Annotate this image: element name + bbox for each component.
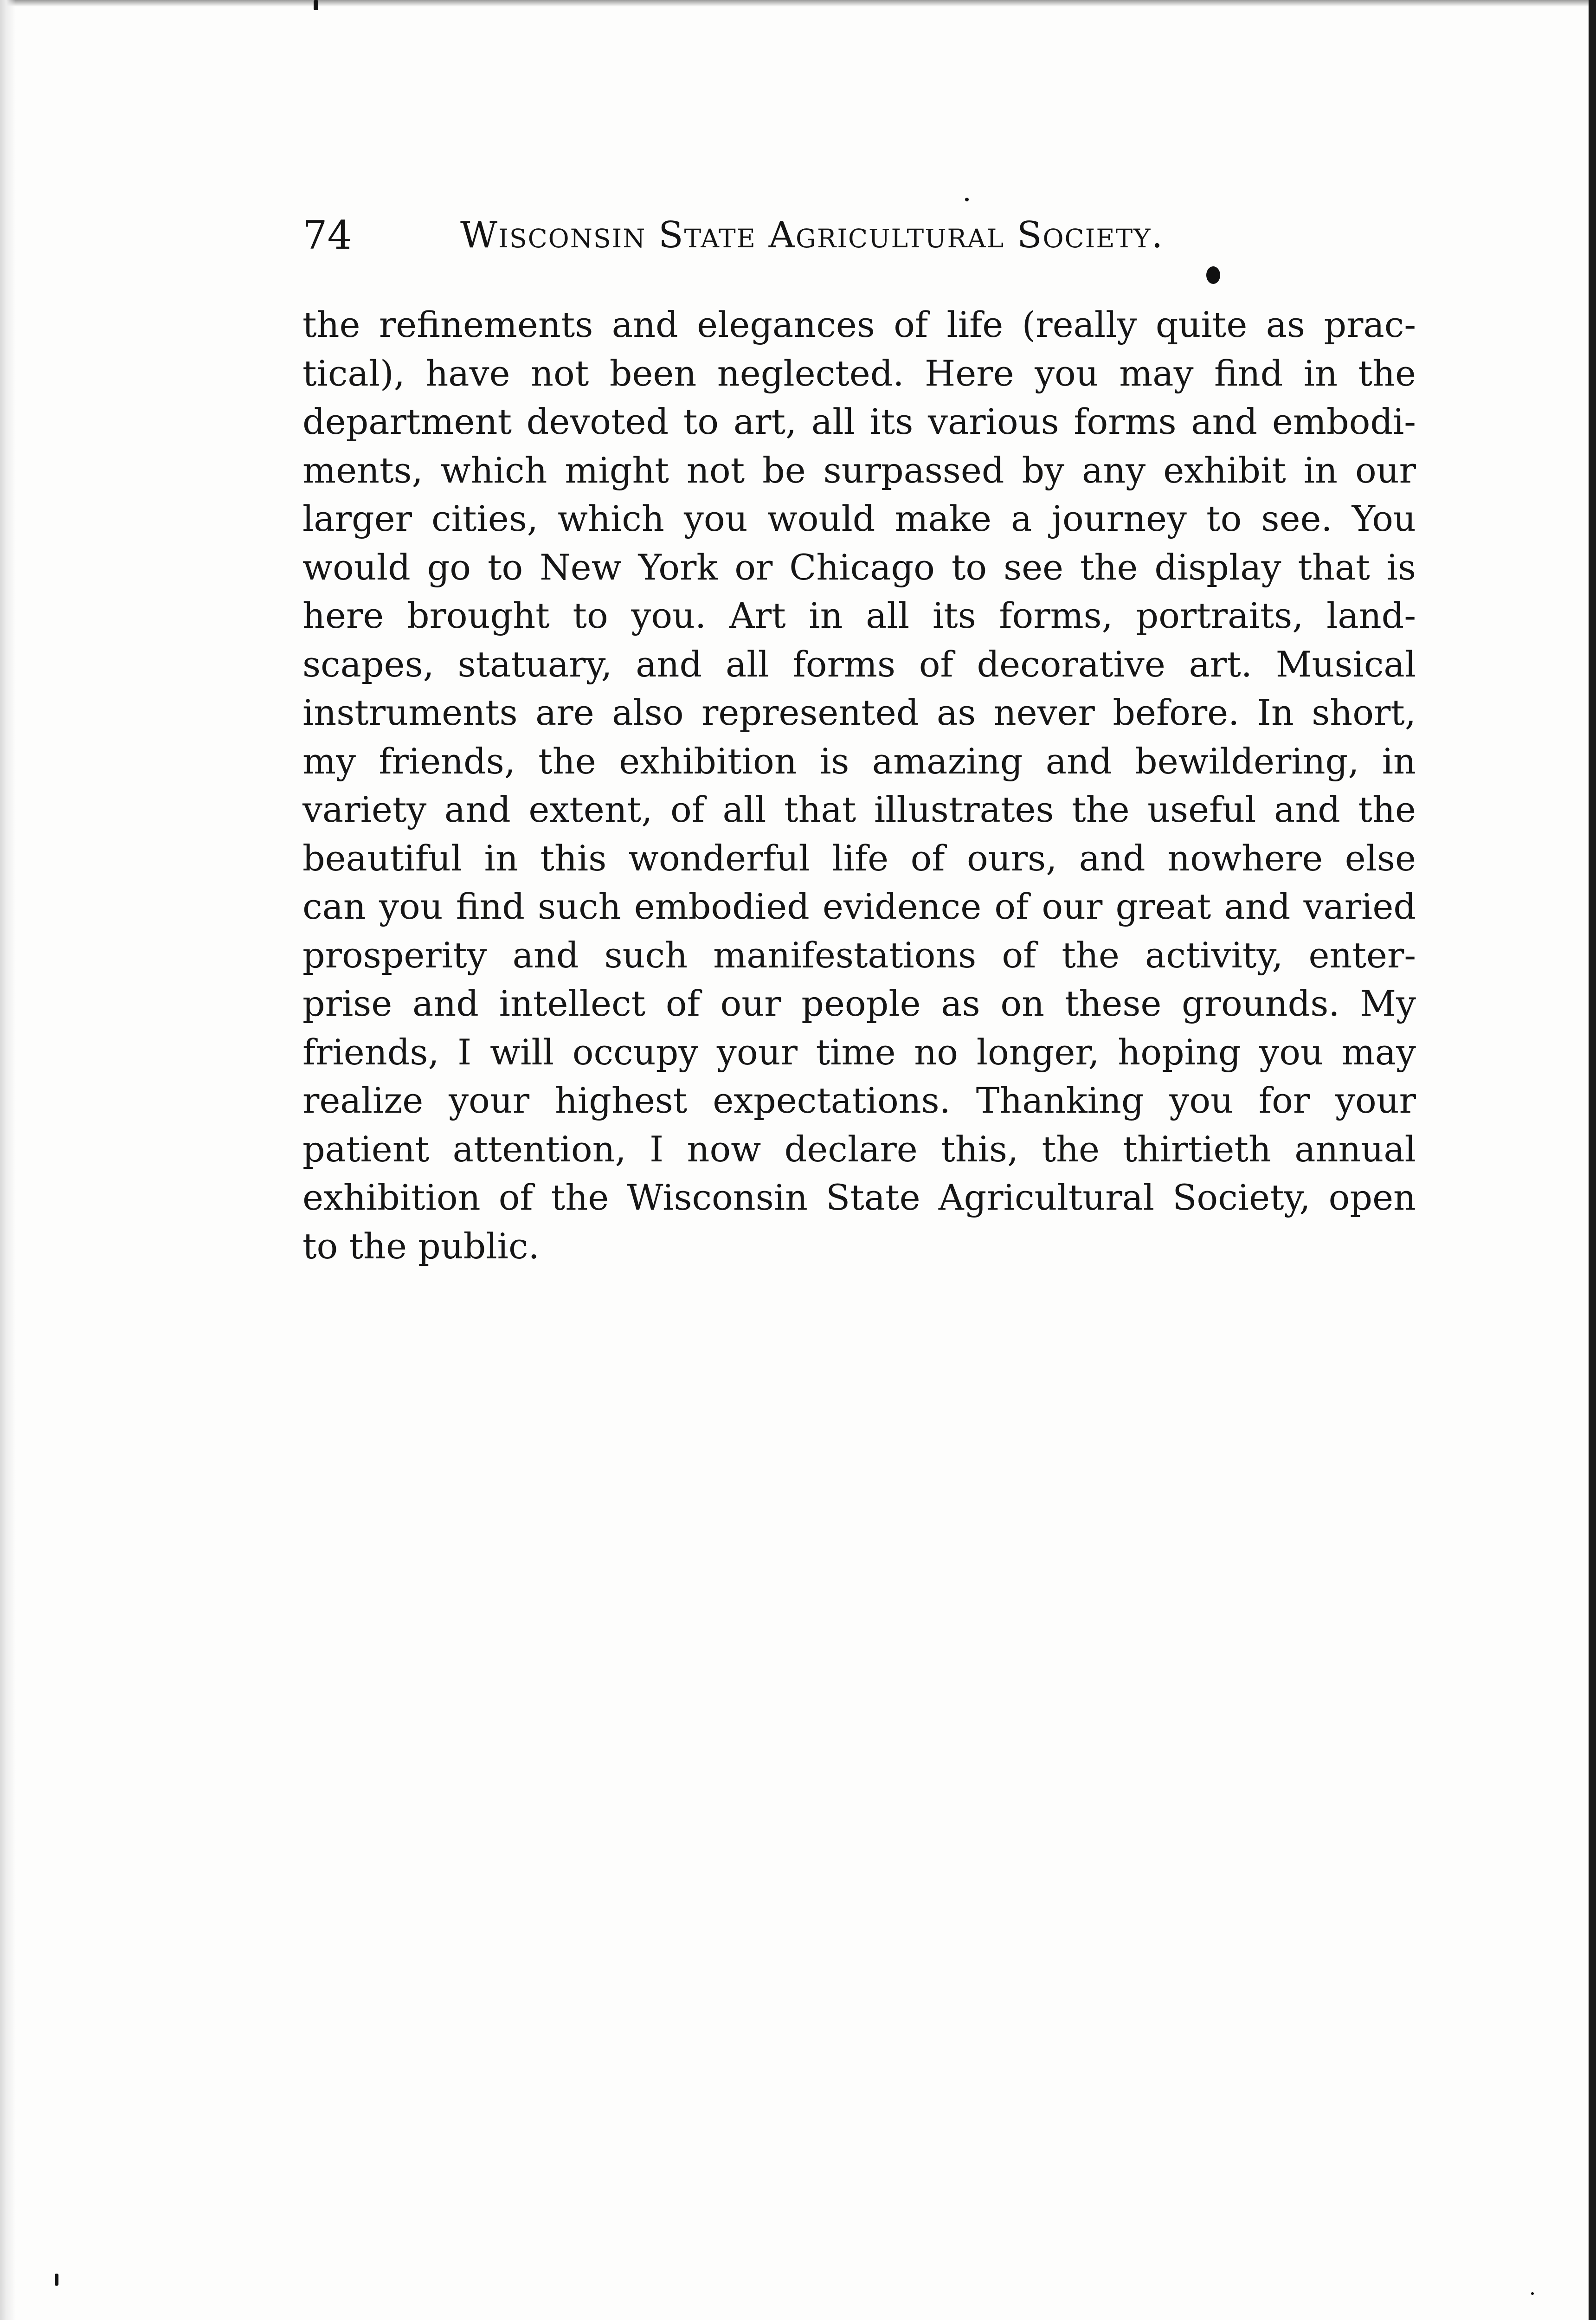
- text-line: realize your highest expectations. Thanking you for your: [302, 1080, 1416, 1121]
- text-line: scapes, statuary, and all forms of decorative art. Musical: [302, 643, 1416, 685]
- text-line: larger cities, which you would make a journey to see. You: [302, 498, 1416, 539]
- text-line: prosperity and such manifestations of the activity, enter-: [302, 934, 1416, 976]
- scan-edge-top: [0, 0, 1596, 6]
- scan-edge-right: [1589, 0, 1596, 2320]
- text-line: to the public.: [302, 1225, 540, 1267]
- text-line: here brought to you. Art in all its forms, portraits, land-: [302, 595, 1416, 636]
- text-line: instruments are also represented as never before. In short,: [302, 692, 1416, 733]
- text-line: department devoted to art, all its various forms and embodi-: [302, 401, 1416, 442]
- page-number: 74: [302, 213, 352, 258]
- text-line: variety and extent, of all that illustrates the useful and the: [302, 789, 1416, 830]
- ink-speck: [1531, 2292, 1534, 2295]
- text-line: prise and intellect of our people as on these grounds. My: [302, 983, 1416, 1024]
- running-title: Wisconsin State Agricultural Society.: [460, 214, 1164, 256]
- ink-speck: [1206, 266, 1220, 284]
- text-line: the refinements and elegances of life (really quite as prac-: [302, 304, 1416, 345]
- text-line: tical), have not been neglected. Here you may find in the: [302, 352, 1416, 394]
- page-header: [302, 210, 1277, 261]
- text-line: beautiful in this wonderful life of ours, and nowhere else: [302, 837, 1416, 879]
- text-line: can you find such embodied evidence of our great and varied: [302, 886, 1416, 927]
- text-line: would go to New York or Chicago to see the display that is: [302, 546, 1416, 588]
- body-paragraph: [302, 301, 1416, 1270]
- text-line: friends, I will occupy your time no longer, hoping you may: [302, 1031, 1416, 1073]
- text-line: ments, which might not be surpassed by any exhibit in our: [302, 449, 1416, 491]
- text-line: exhibition of the Wisconsin State Agricultural Society, open: [302, 1177, 1416, 1218]
- ink-speck: [55, 2274, 58, 2286]
- ink-speck: [965, 198, 969, 201]
- ink-speck: [314, 0, 318, 10]
- text-line: my friends, the exhibition is amazing and bewildering, in: [302, 740, 1416, 782]
- scan-edge-left: [0, 0, 16, 2320]
- text-line: patient attention, I now declare this, the thirtieth annual: [302, 1128, 1416, 1170]
